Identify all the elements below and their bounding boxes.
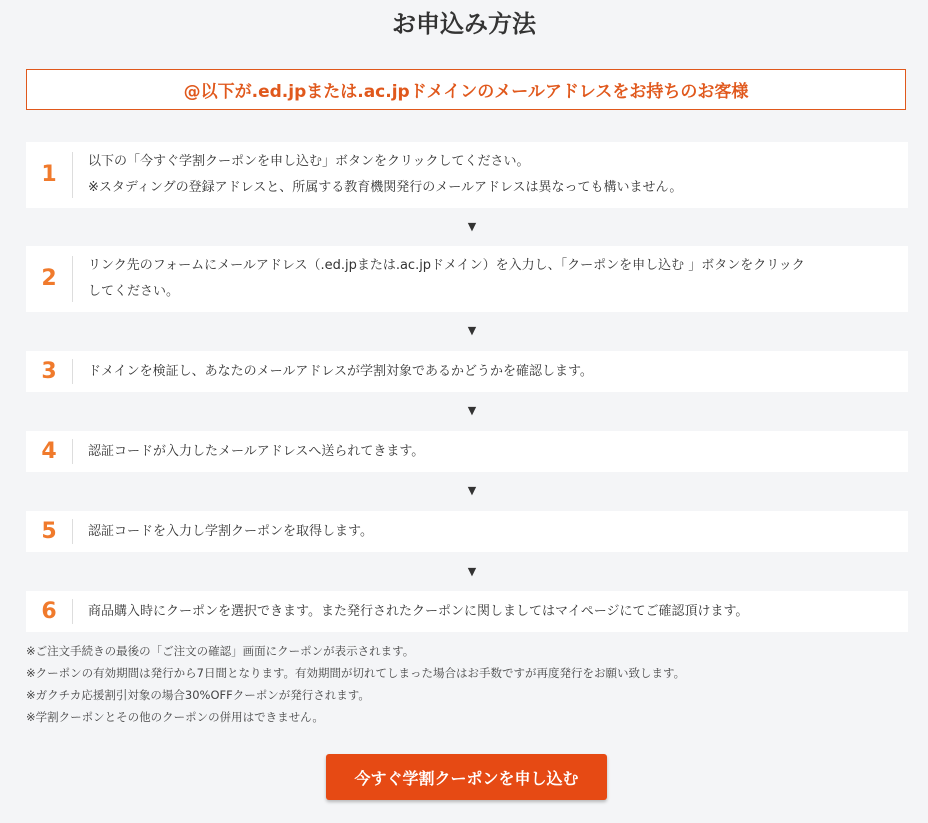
flow-arrow-icon: ▼ (467, 220, 477, 233)
page-title: お申込み方法 (392, 10, 536, 38)
target-audience-label: @以下が.ed.jpまたは.ac.jpドメインのメールアドレスをお持ちのお客様 (183, 82, 749, 102)
step-6 (26, 591, 908, 632)
step-number: 3 (41, 358, 57, 384)
step-text-line: 認証コードを入力し学割クーポンを取得します。 (88, 523, 373, 539)
step-1 (26, 142, 908, 208)
apply-coupon-button[interactable]: 今すぐ学割クーポンを申し込む (326, 754, 607, 800)
step-text (73, 253, 819, 305)
step-number: 6 (41, 598, 57, 624)
target-audience-banner (26, 69, 906, 110)
step-text (73, 599, 762, 625)
flow-arrow-icon: ▼ (467, 404, 477, 417)
step-5 (26, 511, 908, 552)
step-number: 1 (41, 162, 57, 187)
step-3 (26, 351, 908, 392)
step-number: 2 (41, 266, 57, 291)
note-line: ※クーポンの有効期間は発行から7日間となります。有効期間が切れてしまった場合はお手数ですが再度発行をお願い致します。 (26, 666, 686, 680)
note-line: ※学割クーポンとその他のクーポンの併用はできません。 (26, 710, 324, 724)
flow-arrow-icon: ▼ (467, 484, 477, 497)
step-4 (26, 431, 908, 472)
step-text (73, 519, 387, 545)
notes (26, 640, 906, 728)
step-text-line: ドメインを検証し、あなたのメールアドレスが学割対象であるかどうかを確認します。 (88, 363, 593, 379)
step-2 (26, 246, 908, 312)
step-text-line: 認証コードが入力したメールアドレスへ送られてきます。 (88, 443, 425, 459)
flow-arrow-icon: ▼ (467, 324, 477, 337)
flow-arrow-icon: ▼ (467, 565, 477, 578)
step-text-line: ※スタディングの登録アドレスと、所属する教育機関発行のメールアドレスは異なっても構いません。 (88, 180, 683, 195)
step-number: 5 (41, 518, 57, 544)
step-text-line: 以下の「今すぐ学割クーポンを申し込む」ボタンをクリックしてください。 (88, 154, 530, 169)
step-text-line: 商品購入時にクーポンを選択できます。また発行されたクーポンに関しましてはマイページにてご確認頂けます。 (88, 603, 749, 619)
step-number: 4 (41, 438, 57, 464)
note-line: ※ご注文手続きの最後の「ご注文の確認」画面にクーポンが表示されます。 (26, 644, 415, 658)
step-text-line: リンク先のフォームにメールアドレス（.ed.jpまたは.ac.jpドメイン）を入力し、「クーポンを申し込む 」ボタンをクリック (88, 258, 805, 273)
step-text (73, 359, 607, 385)
step-text (73, 149, 696, 201)
step-text (73, 439, 438, 465)
step-text-line: してください。 (88, 284, 180, 299)
note-line: ※ガクチカ応援割引対象の場合30%OFFクーポンが発行されます。 (26, 688, 370, 702)
